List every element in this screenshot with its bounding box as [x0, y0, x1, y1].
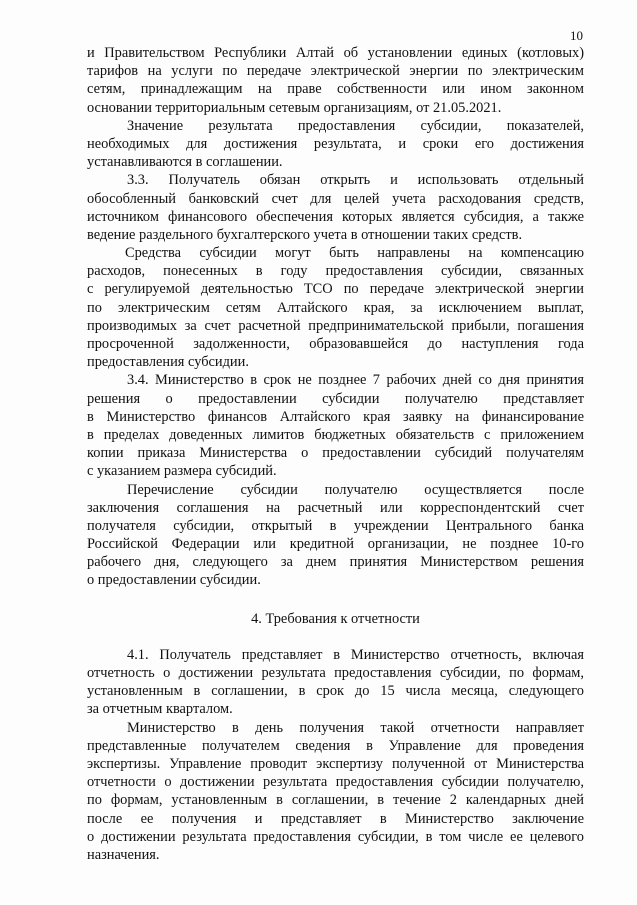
text-line: просроченной задолженности, образовавшейся до наступления года [87, 336, 584, 352]
paragraph [87, 646, 584, 719]
text-line: установленным в соглашении, в срок до 15 числа месяца, следующего [87, 683, 584, 700]
text-line: 4.1. Получатель представляет в Министерство отчетность, включая [127, 646, 584, 663]
paragraph [87, 371, 584, 480]
text-line: решения о предоставлении субсидии получателю представляет [87, 390, 584, 407]
text-line: отчетности о достижении результата предоставления субсидии получателю, [87, 774, 584, 791]
text-line: Перечисление субсидии получателю осуществляется после [127, 481, 584, 498]
text-line: копии приказа Министерства о предоставлении субсидий получателям [87, 445, 584, 462]
text-line: в пределах доведенных лимитов бюджетных обязательств с приложением [87, 426, 584, 443]
text-line: сетям, принадлежащим на праве собственности или ином законном [87, 81, 584, 98]
text-line: заключения соглашения на расчетный или корреспондентский счет [87, 499, 584, 516]
text-line: по формам, установленным в соглашении, в течение 2 календарных дней [87, 792, 584, 809]
spacer [87, 590, 584, 610]
text-line: Средства субсидии могут быть направлены на компенсацию [125, 245, 584, 262]
text-line: тарифов на услуги по передаче электрической энергии по электрическим [87, 63, 584, 80]
text-line: представленные получателем сведения в Управление для проведения [87, 737, 584, 754]
text-line: расходов, понесенных в году предоставления субсидии, связанных [87, 263, 584, 280]
text-line: Значение результата предоставления субсидии, показателей, [127, 117, 584, 134]
text-line: Российской Федерации или кредитной организации, не позднее 10-го [87, 536, 584, 553]
text-line: обособленный банковский счет для целей учета расходования средств, [87, 190, 584, 207]
document-body [87, 44, 584, 864]
text-line: ведение раздельного бухгалтерского учета в отношении таких средств. [87, 226, 523, 243]
text-line: с указанием размера субсидий. [87, 463, 277, 480]
text-line: экспертизы. Управление проводит экспертизу полученной от Министерства [87, 755, 584, 772]
text-line: в Министерство финансов Алтайского края заявку на финансирование [87, 408, 584, 425]
text-line: по электрическим сетям Алтайского края, за исключением выплат, [87, 299, 584, 316]
paragraph [87, 171, 584, 244]
text-line: о предоставлении субсидии. [87, 572, 261, 589]
text-line: 3.4. Министерство в срок не позднее 7 рабочих дней со дня принятия [127, 372, 584, 389]
text-line: получателя субсидии, открытый в учреждении Центрального банка [87, 517, 584, 534]
text-line: за отчетным кварталом. [87, 701, 233, 718]
section-heading: 4. Требования к отчетности [251, 610, 420, 627]
text-line: необходимых для достижения результата, и сроки его достижения [87, 135, 584, 152]
text-line: основании территориальным сетевым организациям, от 21.05.2021. [87, 99, 502, 116]
text-line: Министерство в день получения такой отчетности направляет [127, 719, 584, 736]
paragraph [87, 44, 584, 117]
text-line: предоставления субсидии. [87, 354, 249, 371]
text-line: рабочего дня, следующего за днем принятия Министерством решения [87, 554, 584, 571]
paragraph [87, 719, 584, 865]
text-line: и Правительством Республики Алтай об установлении единых (котловых) [87, 45, 584, 61]
spacer [87, 628, 584, 646]
paragraphs-after-heading [87, 646, 584, 864]
text-line: источником финансового обеспечения которых является субсидия, а также [87, 208, 584, 225]
text-line: после ее получения и представляет в Министерство заключение [87, 810, 584, 827]
text-line: устанавливаются в соглашении. [87, 154, 283, 171]
text-line: назначения. [87, 846, 160, 863]
paragraphs-before-heading [87, 44, 584, 590]
paragraph [87, 244, 584, 371]
text-line: с регулируемой деятельностью ТСО по передаче электрической энергии [87, 281, 584, 298]
paragraph [87, 117, 584, 172]
text-line: 3.3. Получатель обязан открыть и использовать отдельный [127, 172, 584, 189]
text-line: производимых за счет расчетной предпринимательской прибыли, погашения [87, 317, 584, 334]
text-line: отчетность о достижении результата предоставления субсидии, по формам, [87, 665, 584, 681]
paragraph [87, 481, 584, 590]
page-number: 10 [570, 28, 583, 43]
text-line: о достижении результата предоставления субсидии, в том числе ее целевого [87, 828, 584, 845]
